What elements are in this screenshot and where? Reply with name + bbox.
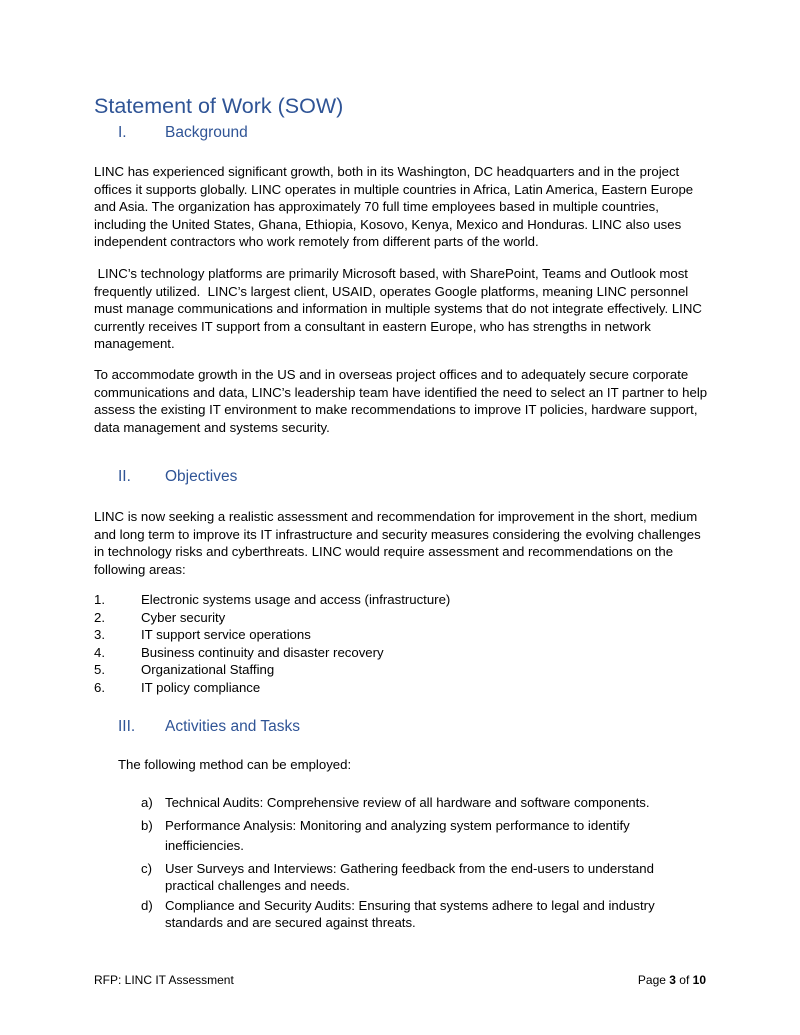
list-item xyxy=(141,816,661,856)
list-item xyxy=(141,860,661,895)
background-paragraph-1: LINC has experienced significant growth, both in its Washington, DC headquarters and in the project offices it supports globally. LINC operates in multiple countries in Africa, Latin America, Eastern Europe and Asia. The organization has approximately 70 full time employees based in multiple countries, including the United States, Ghana, Ethiopia, Kosovo, Kenya, Mexico and Honduras. LINC also uses independent contractors who work remotely from different parts of the world. xyxy=(94,164,694,250)
background-paragraph-3: To accommodate growth in the US and in overseas project offices and to adequately secure corporate communications and data, LINC’s leadership team have identified the need to select an IT partner to help assess the existing IT environment to make recommendations to improve IT policies, hardware support, data management and systems security. xyxy=(94,367,708,435)
activities-intro: The following method can be employed: xyxy=(118,757,352,772)
section-number: III. xyxy=(118,718,136,735)
list-text: Compliance and Security Audits: Ensuring that systems adhere to legal and industry standards and are secured against threats. xyxy=(165,897,655,931)
activities-list xyxy=(141,794,661,932)
list-text: Cyber security xyxy=(141,609,226,625)
list-number: 1. xyxy=(94,592,105,607)
page-total: 10 xyxy=(692,973,706,987)
list-text: Business continuity and disaster recovery xyxy=(141,644,384,660)
page-title: Statement of Work (SOW) xyxy=(94,94,344,118)
list-item xyxy=(94,609,654,627)
list-text: IT policy compliance xyxy=(141,679,261,695)
page-prefix: Page xyxy=(637,973,670,987)
list-item xyxy=(94,591,654,609)
list-text: Electronic systems usage and access (infrastructure) xyxy=(141,592,451,607)
objectives-list xyxy=(94,591,654,697)
objectives-intro: LINC is now seeking a realistic assessment and recommendation for improvement in the short, medium and long term to improve its IT infrastructure and security measures considering the evolving challenges in technology risks and cyberthreats. LINC would require assessment and recommendations on the following areas: xyxy=(94,509,701,577)
list-item xyxy=(94,626,654,644)
list-text: User Surveys and Interviews: Gathering feedback from the end-users to understand practical challenges and needs. xyxy=(165,860,654,894)
list-letter: c) xyxy=(141,860,152,876)
section-number: II. xyxy=(118,468,131,485)
list-letter: a) xyxy=(141,795,153,810)
page-of: of xyxy=(675,973,693,987)
list-item xyxy=(94,679,654,697)
list-letter: d) xyxy=(141,897,153,913)
section-title: Activities and Tasks xyxy=(165,718,300,735)
list-item xyxy=(94,644,654,662)
footer-page-number xyxy=(638,973,706,987)
list-text: Performance Analysis: Monitoring and analyzing system performance to identify inefficiencies. xyxy=(165,817,630,853)
background-paragraph-2: LINC’s technology platforms are primarily Microsoft based, with SharePoint, Teams and Outlook most frequently utilized. LINC’s largest client, USAID, operates Google platforms, meaning LINC personnel must manage communications and information in multiple systems that do not integrate effectively. LINC currently receives IT support from a consultant in eastern Europe, who has strengths in network management. xyxy=(94,266,706,352)
list-item xyxy=(94,661,654,679)
footer-document-title: RFP: LINC IT Assessment xyxy=(94,973,234,987)
page-current: 3 xyxy=(669,973,676,987)
list-number: 3. xyxy=(94,627,105,643)
list-text: Organizational Staffing xyxy=(141,662,275,678)
list-text: IT support service operations xyxy=(141,627,311,643)
list-item xyxy=(141,794,661,812)
list-number: 6. xyxy=(94,679,105,695)
list-text: Technical Audits: Comprehensive review of all hardware and software components. xyxy=(165,795,650,810)
list-number: 2. xyxy=(94,609,105,625)
section-title: Objectives xyxy=(165,468,238,485)
list-number: 4. xyxy=(94,644,105,660)
section-number: I. xyxy=(118,124,127,141)
list-item xyxy=(141,897,661,932)
list-number: 5. xyxy=(94,662,105,678)
list-letter: b) xyxy=(141,817,153,833)
section-title: Background xyxy=(165,124,248,141)
